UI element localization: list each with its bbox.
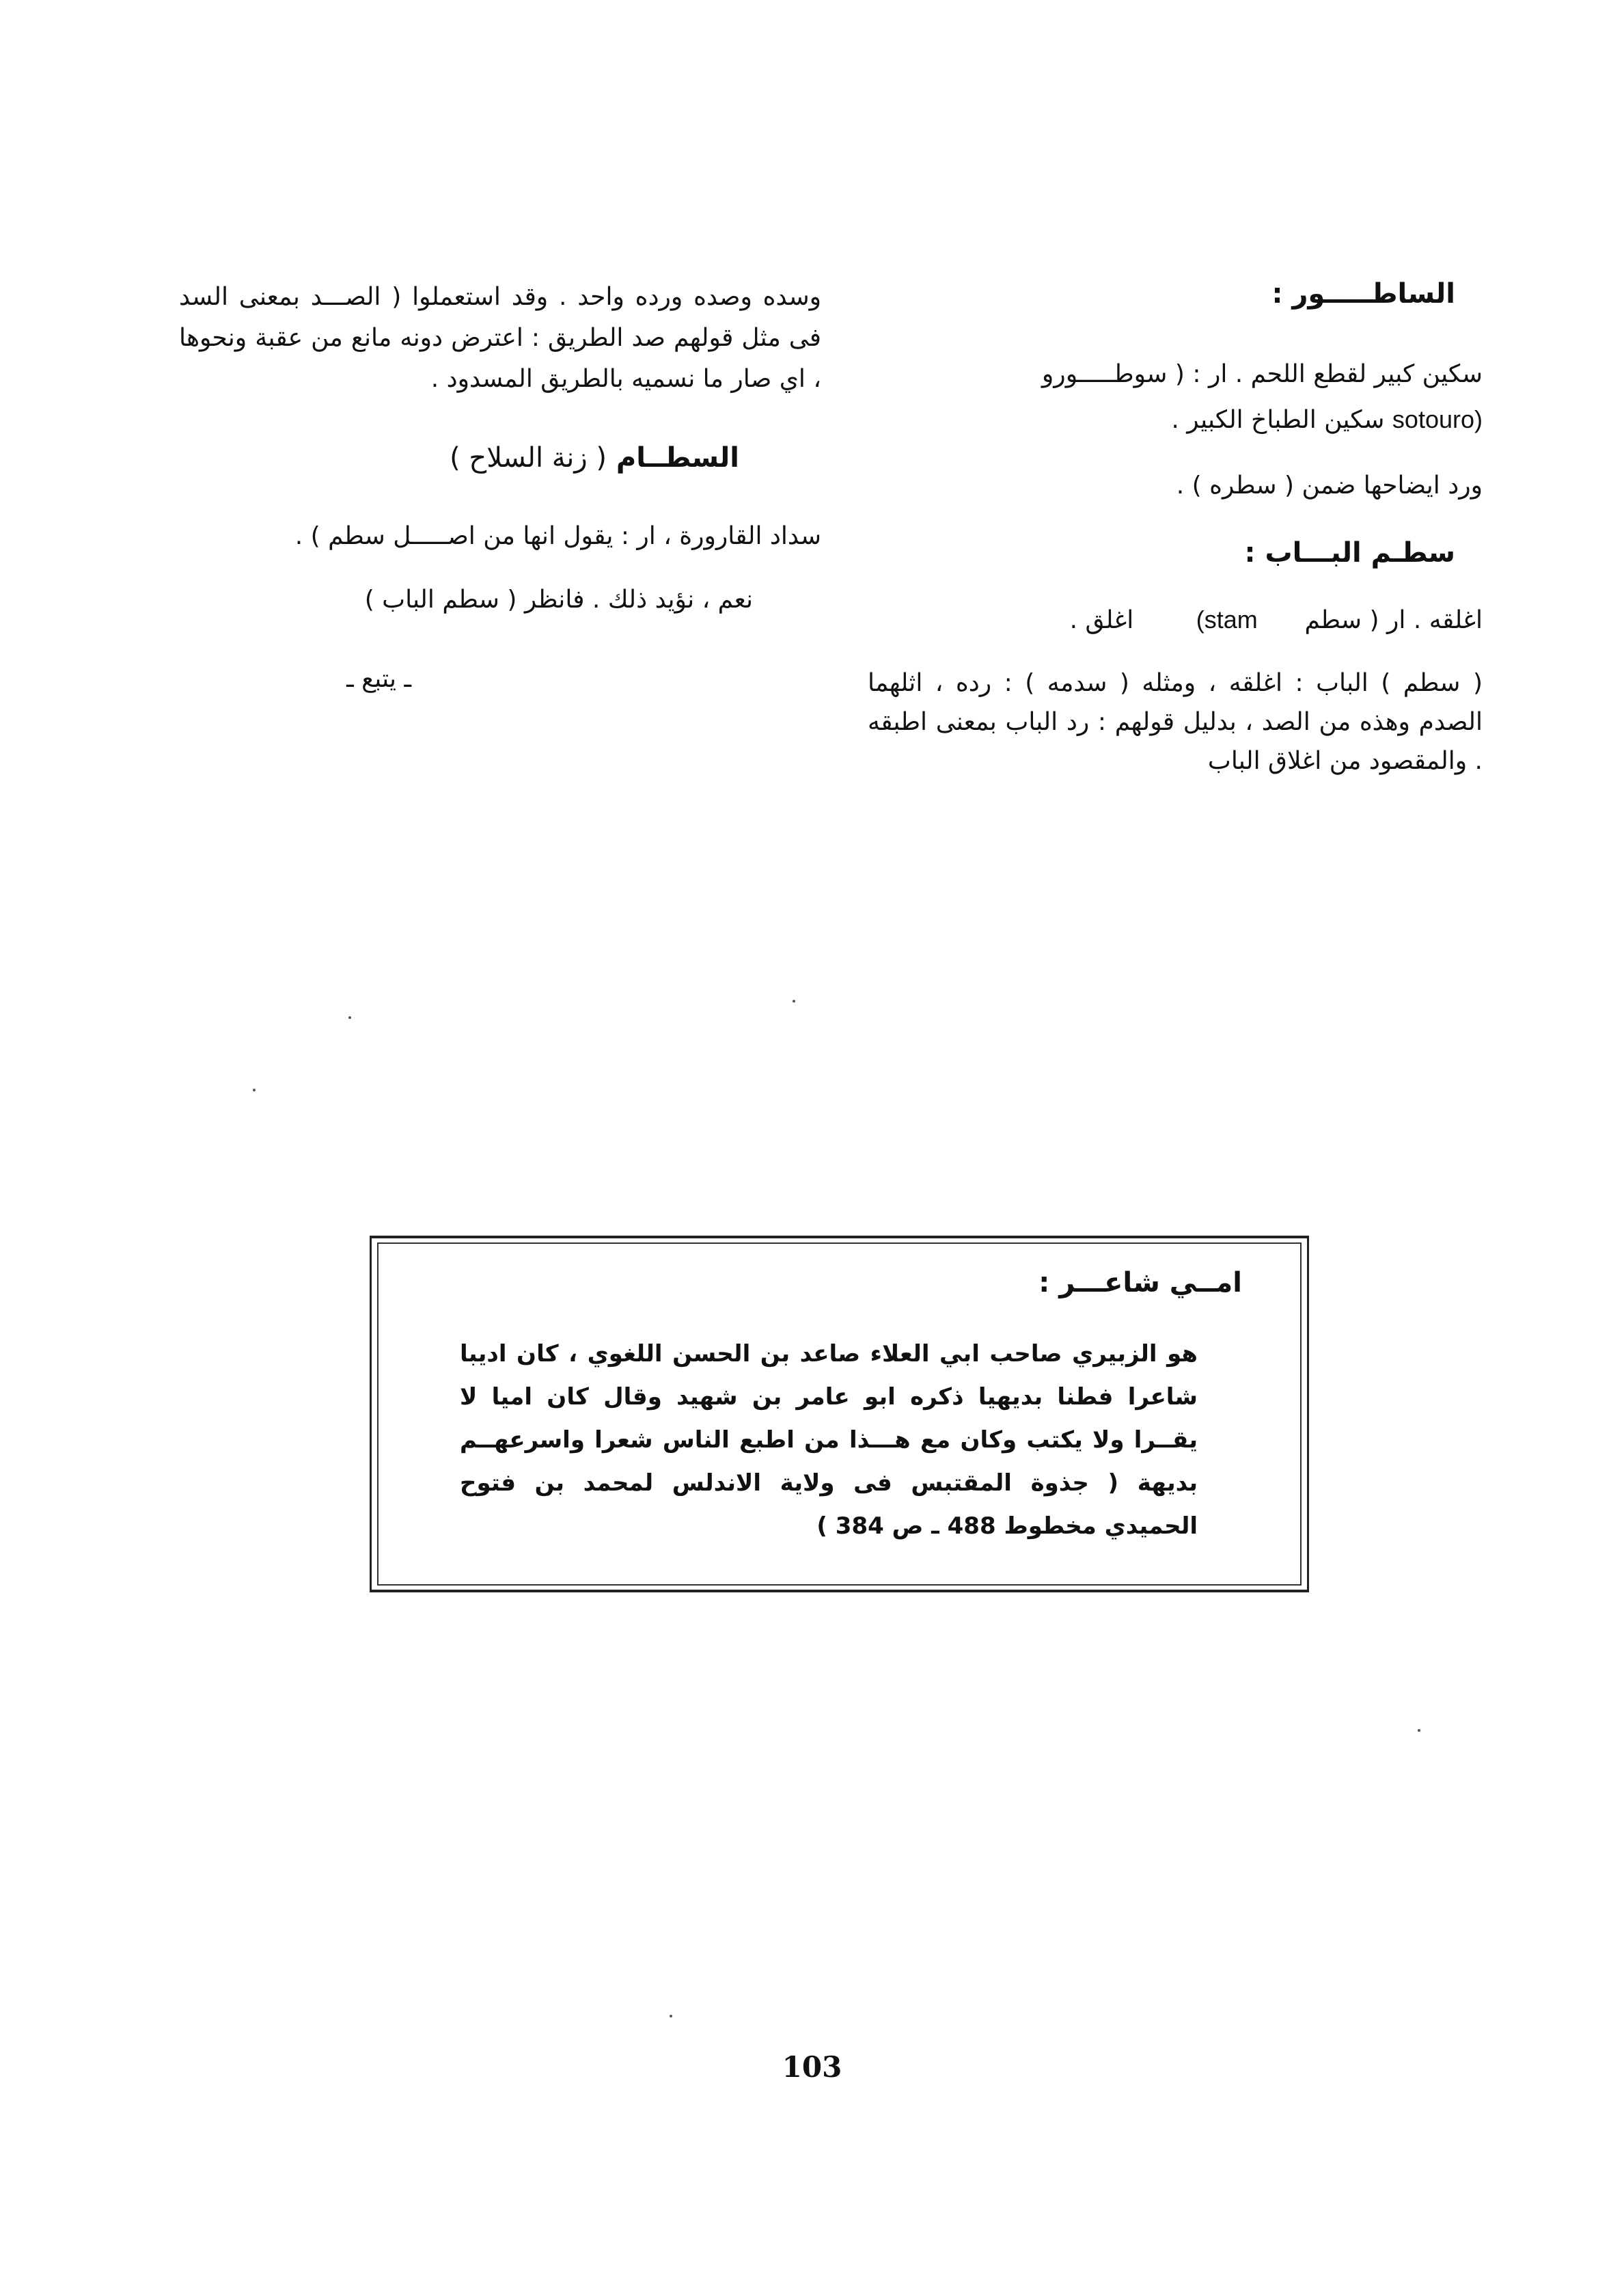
box-body: [460, 1333, 1198, 1548]
entry-note: نعم ، نؤيد ذلك . فانظر ( سطم الباب ): [364, 586, 753, 614]
scan-speck: [670, 2015, 672, 2017]
scan-speck: [1418, 1729, 1420, 1732]
boxed-note: [370, 1236, 1309, 1592]
entry-line: ورد ايضاحها ضمن ( سطره ) .: [1176, 472, 1483, 500]
scan-speck: [348, 1016, 351, 1019]
entry-title-satur: الساطـــــور :: [1271, 278, 1455, 310]
entry-title-sub: ( زنة السلاح ): [450, 442, 607, 474]
entry-paragraph: سداد القارورة ، ار : يقول انها من اصـــــل سطم ) .: [294, 522, 821, 550]
entry-line: [868, 397, 1483, 443]
right-column: [868, 270, 1483, 780]
continued-paragraph: وسده وصده ورده واحد . وقد استعملوا ( الصـــد بمعنى السد فى مثل قولهم صد الطريق : اعترض دونه مانع من عقبة ونحوها ، اي صار ما نسميه بالطريق المسدود .: [179, 283, 821, 393]
scan-speck: [793, 1000, 795, 1003]
entry-line: [868, 597, 1483, 643]
scan-speck: [253, 1089, 256, 1091]
entry-text: اغلقه . ار ( سطم: [1304, 606, 1483, 634]
latin-term: (stam: [1196, 606, 1258, 634]
continues-marker: ـ يتبع ـ: [346, 665, 411, 693]
entry-line: سكين كبير لقطع اللحم . ار : ( سوطـــــورو: [1041, 360, 1483, 388]
page-number: 103: [782, 2050, 842, 2084]
entry-text: اغلق .: [1069, 606, 1134, 634]
box-title: امــي شاعـــر :: [1038, 1267, 1242, 1299]
latin-term: sotouro): [1392, 405, 1483, 433]
entry-title-sitam: [179, 434, 739, 482]
left-column: [179, 277, 821, 702]
entry-text: سكين الطباخ الكبير .: [1171, 406, 1385, 434]
entry-title-satm-albab: سطـم البـــاب :: [1244, 537, 1455, 569]
entry-title-head: السطــام: [616, 442, 739, 474]
entry-paragraph: ( سطم ) الباب : اغلقه ، ومثله ( سدمه ) : رده ، اثلهما الصدم وهذه من الصد ، بدليل قولهم : رد الباب بمعنى اطبقه . والمقصود من اغلاق الباب: [868, 669, 1483, 775]
box-text: هو الزبيري صاحب ابي العلاء صاعد بن الحسن اللغوي ، كان اديبا شاعرا فطنا بديهيا ذكره ابو عامر بن شهيد وقال كان اميا لا يقــرا ولا يكتب وكان مع هـــذا من اطبع الناس شعرا واسرعهــم بديهة ( جذوة المقتبس فى ولاية الاندلس لمحمد بن فتوح الحميدي مخطوط 488 ـ ص 384 ): [460, 1340, 1198, 1540]
